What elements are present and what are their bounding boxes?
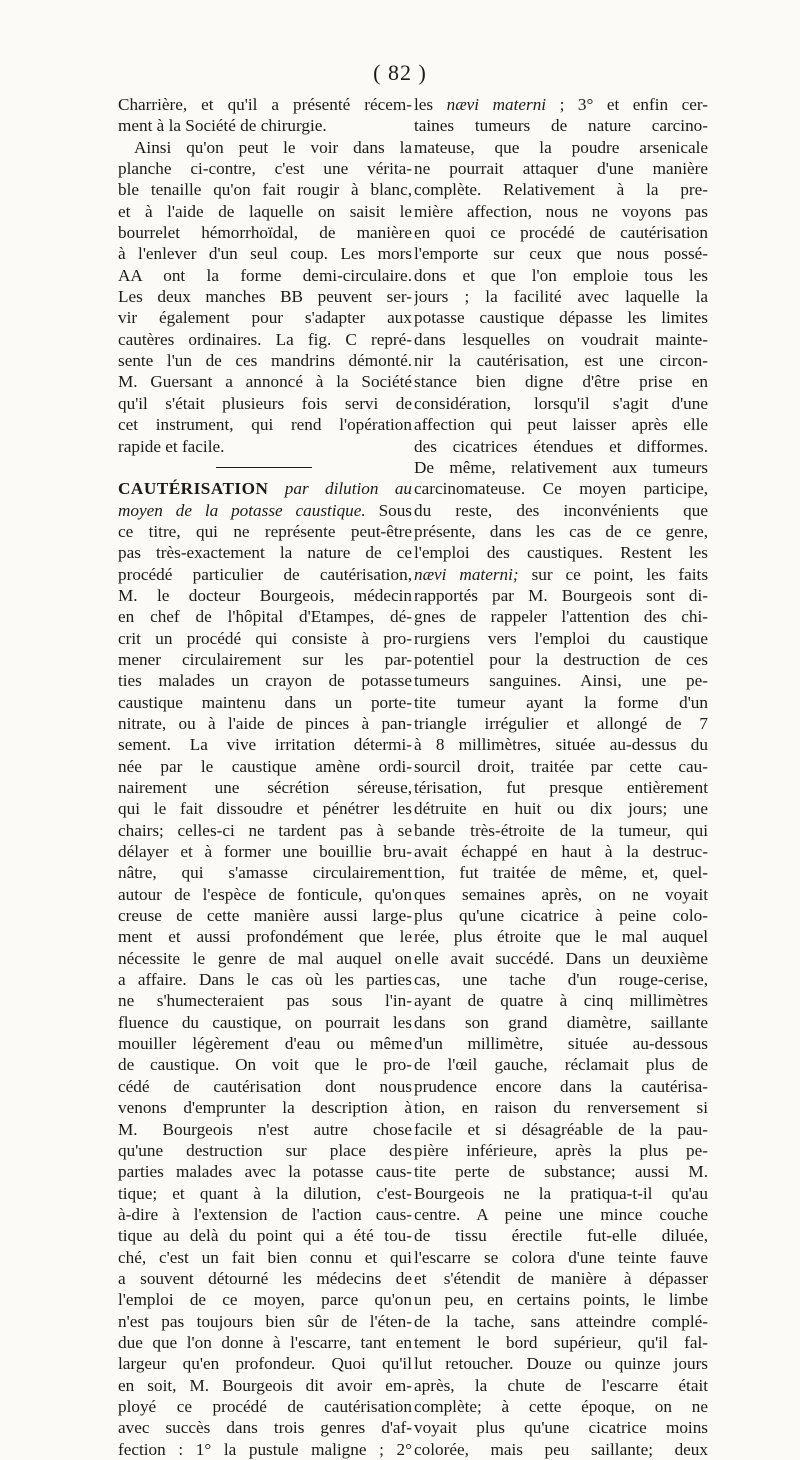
text-line: sement. La vive irritation détermi- — [118, 735, 412, 755]
paragraph-right-a — [414, 115, 708, 563]
text-line: tite tumeur ayant la forme d'un — [414, 692, 708, 712]
text-line: l'escarre se colora d'une teinte fauve — [414, 1247, 708, 1267]
text-line: nairement une sécrétion séreuse, — [118, 778, 412, 797]
text-line: caustique maintenu dans un porte- — [118, 692, 412, 712]
text-line: tement le bord supérieur, qu'il fal- — [414, 1332, 708, 1352]
text-line: fluence du caustique, on pourrait les — [118, 1012, 412, 1032]
text-line: elle avait succédé. Dans un deuxième — [414, 948, 708, 968]
text-line: ment et aussi profondément que le — [118, 927, 412, 947]
text-line: tite perte de substance; aussi M. — [414, 1162, 708, 1182]
text-line: l'emploi de ce moyen, parce qu'on — [118, 1290, 412, 1310]
text-line: M. Guersant a annoncé à la Société — [118, 372, 412, 392]
section-divider — [118, 457, 412, 478]
text-line: prudence encore dans la cautérisa- — [414, 1076, 708, 1096]
text-line: qu'une destruction sur place des — [118, 1140, 412, 1160]
text-line: n'est pas toujours bien sûr de l'éten- — [118, 1311, 412, 1331]
paragraph-instrument-description — [118, 137, 412, 457]
text-line: ties malades un crayon de potasse — [118, 671, 412, 691]
text-line: mière affection, nous ne voyons pas — [414, 201, 708, 221]
text-line: tique; et quant à la dilution, c'est- — [118, 1183, 412, 1203]
text-line: d'un millimètre, située au-dessous — [414, 1034, 708, 1054]
heading-title: CAUTÉRISATION — [118, 479, 269, 499]
text-line: sourcil droit, traitée par cette cau- — [414, 756, 708, 776]
text-line: nécessite le genre de mal auquel on — [118, 948, 412, 968]
text-line: planche ci-contre, c'est une vérita- — [118, 159, 412, 179]
text-line: Les deux manches BB peuvent ser- — [118, 287, 412, 307]
text-line: tique au delà du point qui a été tou- — [118, 1226, 412, 1246]
text-line: ble tenaille qu'on fait rougir à blanc, — [118, 180, 412, 200]
text-line: ché, c'est un fait bien connu et qui — [118, 1247, 412, 1267]
text-line: en soit, M. Bourgeois dit avoir em- — [118, 1375, 412, 1395]
text-line: détruite en huit ou dix jours; une — [414, 799, 708, 819]
text-line: mouiller légèrement d'eau ou même — [118, 1034, 412, 1054]
text-line: cautères ordinaires. La fig. C repré- — [118, 329, 412, 349]
text-line: délayer et à former une bouillie bru- — [118, 842, 412, 862]
heading-italic: par dilution au — [284, 479, 412, 499]
text-line: et à l'aide de laquelle on saisit le — [118, 201, 412, 221]
text-line: de la tache, sans atteindre complé- — [414, 1311, 708, 1331]
text-line: dans lesquelles on voudrait mainte- — [414, 329, 708, 349]
text-line: venons d'emprunter la description à — [118, 1098, 412, 1118]
text-line: M. Bourgeois n'est autre chose — [118, 1119, 412, 1139]
text-line: Bourgeois ne la pratiqua-t-il qu'au — [414, 1183, 708, 1203]
text-line: mateuse, que la poudre arsenicale — [414, 137, 708, 157]
text-line: vir également pour s'adapter aux — [118, 308, 412, 328]
paragraph-right-c — [414, 585, 708, 1460]
text-line: voyait plus qu'une cicatrice moins — [414, 1418, 708, 1438]
text-line: Charrière, et qu'il a présenté récem- — [118, 95, 412, 114]
right-naevi-italic: nævi materni; — [414, 564, 519, 584]
text-line: crit un procédé qui consiste à pro- — [118, 628, 412, 648]
text-line: après, la chute de l'escarre était — [414, 1375, 708, 1395]
text-line: à l'enlever d'un seul coup. Les mors — [118, 244, 412, 264]
text-line: rapide et facile. — [118, 436, 225, 456]
right-first-line — [414, 94, 708, 115]
text-line: à 8 millimètres, située au-dessus du — [414, 735, 708, 755]
text-line: M. le docteur Bourgeois, médecin — [118, 585, 412, 605]
left-column — [118, 94, 412, 1460]
text-line: ne pourrait attaquer d'une manière — [414, 159, 708, 179]
text-line: rurgiens vers l'emploi du caustique — [414, 628, 708, 648]
text-line: a affaire. Dans le cas où les parties — [118, 970, 412, 990]
text-line: dans son grand diamètre, saillante — [414, 1012, 708, 1032]
text-line: qui le fait dissoudre et pénétrer les — [118, 799, 412, 819]
text-line: due que l'on donne à l'escarre, tant en — [118, 1332, 412, 1352]
text-line: taines tumeurs de nature carcino- — [414, 116, 708, 136]
text-line: de tissu érectile fut-elle diluée, — [414, 1226, 708, 1246]
text-line: a souvent détourné les médecins de — [118, 1268, 412, 1288]
text-line: des cicatrices étendues et difformes. — [414, 436, 708, 456]
text-line: gnes de rappeler l'attention des chi- — [414, 607, 708, 627]
text-line: rapportés par M. Bourgeois sont di- — [414, 585, 708, 605]
right-first-line-italic: nævi materni — [446, 95, 547, 114]
heading-second-line-italic: moyen de la potasse caustique. — [118, 500, 366, 520]
text-line: nitrate, ou à l'aide de pinces à pan- — [118, 713, 412, 733]
text-line: tion, fut traitée de même, et, quel- — [414, 863, 708, 883]
text-line: ayant de quatre à cinq millimètres — [414, 991, 708, 1011]
text-line: ne s'humecteraient pas sous l'in- — [118, 991, 412, 1011]
text-line: affection qui peut laisser après elle — [414, 415, 708, 435]
text-line: à-dire à l'extension de l'action caus- — [118, 1204, 412, 1224]
heading-second-line-text: Sous — [365, 500, 412, 520]
page-number: ( 82 ) — [373, 60, 427, 85]
text-line: et s'étendit de manière à dépasser — [414, 1268, 708, 1288]
text-line: De même, relativement aux tumeurs — [414, 457, 708, 477]
text-line: sente l'un de ces mandrins démonté. — [118, 351, 412, 371]
text-line: cédé de cautérisation dont nous — [118, 1076, 412, 1096]
text-line: triangle irrégulier et allongé de 7 — [414, 713, 708, 733]
text-line: en quoi ce procédé de cautérisation — [414, 223, 708, 243]
text-line: pière inférieure, après la plus pe- — [414, 1140, 708, 1160]
text-line: mener circulairement sur les par- — [118, 649, 412, 669]
text-line: tion, en raison du renversement si — [414, 1098, 708, 1118]
text-line: avec succès dans trois genres d'af- — [118, 1418, 412, 1438]
text-line: autour de l'espèce de fonticule, qu'on — [118, 884, 412, 904]
text-line: nâtre, qui s'amasse circulairement — [118, 863, 412, 883]
text-line: plus qu'une cicatrice à peine colo- — [414, 906, 708, 926]
text-line: en chef de l'hôpital d'Etampes, dé- — [118, 607, 412, 627]
right-column — [414, 94, 708, 1460]
text-line: carcinomateuse. Ce moyen participe, — [414, 479, 708, 499]
text-line: rée, plus étroite que le mal auquel — [414, 927, 708, 947]
text-line: l'emporte sur ceux que nous possé- — [414, 244, 708, 264]
text-line: colorée, mais peu saillante; deux — [414, 1439, 708, 1459]
text-line: nir la cautérisation, est une circon- — [414, 351, 708, 371]
section-heading — [118, 478, 412, 499]
text-line: parties malades avec la potasse caus- — [118, 1162, 412, 1182]
text-line: complète. Relativement à la pre- — [414, 180, 708, 200]
right-naevi-text: sur ce point, les faits — [518, 564, 708, 584]
text-line: potasse caustique dépasse les limites — [414, 308, 708, 328]
text-line: de l'œil gauche, réclamait plus de — [414, 1055, 708, 1075]
text-line: un peu, en certains points, le limbe — [414, 1290, 708, 1310]
text-line: considération, lorsqu'il s'agit d'une — [414, 393, 708, 413]
text-line: pas très-exactement la nature de ce — [118, 543, 412, 563]
text-line: creuse de cette manière aussi large- — [118, 906, 412, 926]
text-line: cas, une tache d'un rouge-cerise, — [414, 970, 708, 990]
text-line: ment à la Société de chirurgie. — [118, 116, 327, 136]
text-line: procédé particulier de cautérisation, — [118, 564, 412, 584]
paragraph-cauterisation — [118, 521, 412, 1460]
text-line: ployé ce procédé de cautérisation — [118, 1396, 412, 1416]
paragraph-instrument-end — [118, 94, 412, 137]
right-first-line-text: ; 3° et enfin cer- — [546, 95, 708, 114]
text-line: lut retoucher. Douze ou quinze jours — [414, 1354, 708, 1374]
text-line: cet instrument, qui rend l'opération — [118, 415, 412, 435]
text-line: facile et si désagréable de la pau- — [414, 1119, 708, 1139]
text-line: stance bien digne d'être prise en — [414, 372, 708, 392]
text-line: centre. A peine une mince couche — [414, 1204, 708, 1224]
right-naevi-line — [414, 564, 708, 585]
text-line: Ainsi qu'on peut le voir dans la — [134, 137, 412, 157]
text-line: ce titre, qui ne représente peut-être — [118, 521, 412, 541]
heading-second-line — [118, 500, 412, 521]
text-line: térisation, fut presque entièrement — [414, 778, 708, 797]
right-first-line-prefix: les — [414, 95, 447, 114]
text-line: largeur qu'en profondeur. Quoi qu'il — [118, 1354, 412, 1374]
text-line: née par le caustique amène ordi- — [118, 756, 412, 776]
text-line: dons et que l'on emploie tous les — [414, 265, 708, 285]
text-line: tumeurs sanguines. Ainsi, une pe- — [414, 671, 708, 691]
text-line: avait échappé en haut à la destruc- — [414, 842, 708, 862]
text-line: potentiel pour la destruction de ces — [414, 649, 708, 669]
text-line: bourrelet hémorrhoïdal, de manière — [118, 223, 412, 243]
text-line: fection : 1° la pustule maligne ; 2° — [118, 1439, 412, 1459]
text-line: chairs; celles-ci ne tardent pas à se — [118, 820, 412, 840]
text-line: ques semaines après, on ne voyait — [414, 884, 708, 904]
text-line: du reste, des inconvénients que — [414, 500, 708, 520]
text-line: présente, dans les cas de ce genre, — [414, 521, 708, 541]
text-line: bande très-étroite de la tumeur, qui — [414, 820, 708, 840]
text-line: de caustique. On voit que le pro- — [118, 1055, 412, 1075]
text-line: jours ; la facilité avec laquelle la — [414, 287, 708, 307]
text-line: qu'il s'était plusieurs fois servi de — [118, 393, 412, 413]
text-line: complète; à cette époque, on ne — [414, 1396, 708, 1416]
text-line: AA ont la forme demi-circulaire. — [118, 265, 412, 285]
text-line: l'emploi des caustiques. Restent les — [414, 543, 708, 563]
